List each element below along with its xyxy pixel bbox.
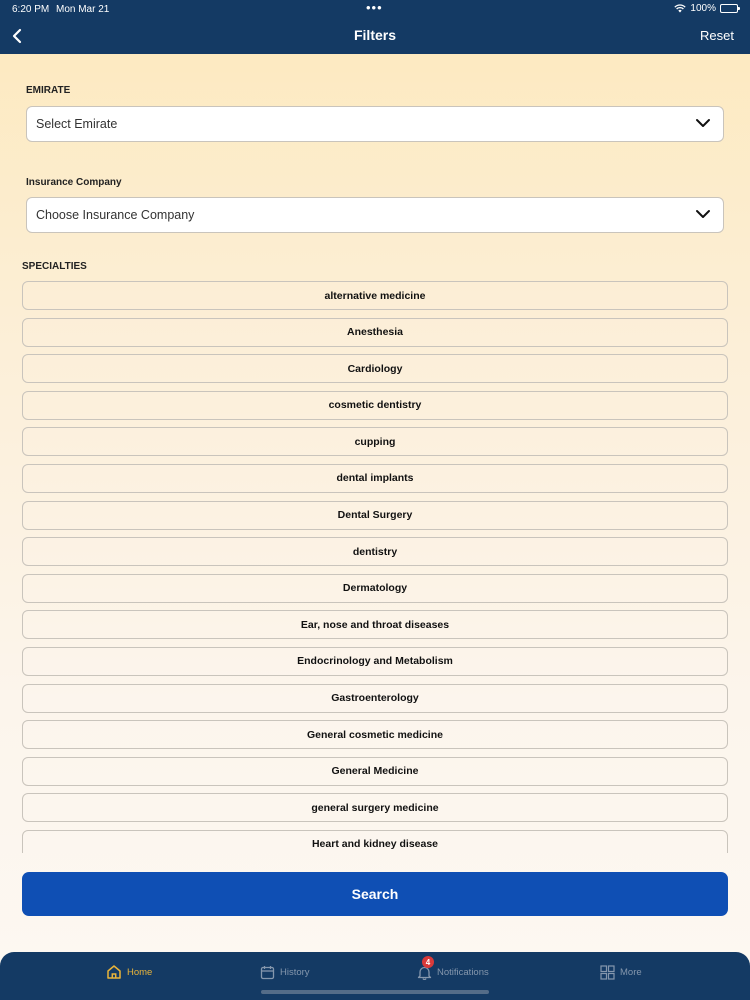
top-navigation-bar <box>0 0 750 54</box>
reset-button[interactable]: Reset <box>700 28 734 43</box>
insurance-company-select[interactable] <box>26 197 724 233</box>
specialty-item[interactable]: dental implants <box>22 464 728 493</box>
specialties-label: SPECIALTIES <box>22 261 87 272</box>
tab-notifications[interactable] <box>416 952 489 992</box>
home-indicator <box>261 990 489 994</box>
specialty-item[interactable]: dentistry <box>22 537 728 566</box>
status-bar <box>0 0 750 18</box>
specialty-item[interactable]: Cardiology <box>22 354 728 383</box>
page-title: Filters <box>353 27 396 43</box>
calendar-icon <box>259 964 275 980</box>
emirate-select-value: Select Emirate <box>36 117 118 131</box>
tab-history[interactable] <box>259 952 310 992</box>
emirate-label: EMIRATE <box>26 85 71 96</box>
tab-history-label: History <box>280 966 310 978</box>
tab-more-label: More <box>620 966 642 978</box>
battery-icon <box>720 4 738 13</box>
status-date: Mon Mar 21 <box>56 4 110 15</box>
tab-notifications-label: Notifications <box>437 966 489 978</box>
specialty-item[interactable]: General cosmetic medicine <box>22 720 728 749</box>
wifi-icon <box>674 4 686 13</box>
specialty-item[interactable]: cupping <box>22 427 728 456</box>
tab-home[interactable] <box>106 952 152 992</box>
notifications-badge: 4 <box>422 956 434 968</box>
specialty-item[interactable]: Ear, nose and throat diseases <box>22 610 728 639</box>
emirate-select[interactable] <box>26 106 724 142</box>
multitasking-dots-icon[interactable]: ••• <box>366 0 383 15</box>
home-icon <box>106 964 122 980</box>
chevron-down-icon <box>695 208 711 220</box>
specialty-item[interactable]: general surgery medicine <box>22 793 728 822</box>
specialty-item[interactable]: Heart and kidney disease <box>22 830 728 853</box>
tab-home-label: Home <box>127 966 153 978</box>
specialty-item[interactable]: Dermatology <box>22 574 728 603</box>
specialty-item[interactable]: cosmetic dentistry <box>22 391 728 420</box>
battery-percent: 100% <box>690 3 716 14</box>
bell-icon <box>416 957 432 980</box>
grid-icon <box>599 964 615 980</box>
chevron-down-icon <box>695 117 711 129</box>
insurance-company-label: Insurance Company <box>26 177 122 188</box>
specialty-item[interactable]: General Medicine <box>22 757 728 786</box>
specialty-item[interactable]: Endocrinology and Metabolism <box>22 647 728 676</box>
insurance-select-value: Choose Insurance Company <box>36 208 195 222</box>
search-button[interactable]: Search <box>22 872 728 916</box>
specialty-item[interactable]: alternative medicine <box>22 281 728 310</box>
status-right-cluster <box>674 3 738 14</box>
specialty-item[interactable]: Dental Surgery <box>22 501 728 530</box>
specialty-item[interactable]: Gastroenterology <box>22 684 728 713</box>
specialty-item[interactable]: Anesthesia <box>22 318 728 347</box>
status-time: 6:20 PM <box>12 4 50 15</box>
tab-more[interactable] <box>599 952 642 992</box>
specialties-list[interactable] <box>22 281 728 853</box>
